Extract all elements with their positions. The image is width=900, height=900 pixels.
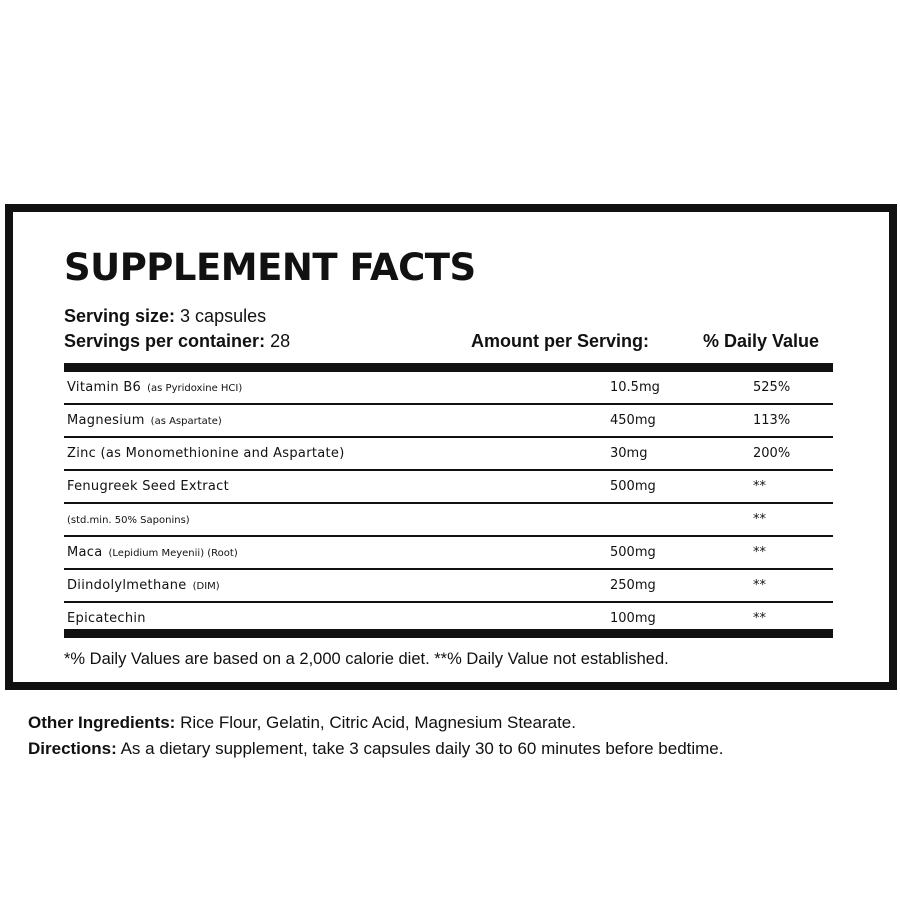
ingredient-name: Epicatechin bbox=[67, 611, 146, 626]
ingredient-source: (as Aspartate) bbox=[150, 416, 222, 427]
table-row bbox=[64, 405, 833, 438]
panel-title: SUPPLEMENT FACTS bbox=[64, 246, 476, 289]
amount-cell: 30mg bbox=[610, 446, 648, 461]
table-row bbox=[64, 570, 833, 603]
table-row bbox=[64, 438, 833, 471]
bottom-divider bbox=[64, 629, 833, 638]
table-row bbox=[64, 504, 833, 537]
ingredient-source: (Lepidium Meyenii) (Root) bbox=[108, 548, 238, 559]
ingredient-source: (std.min. 50% Saponins) bbox=[67, 515, 190, 526]
serving-size bbox=[64, 305, 266, 327]
other-ingredients-label: Other Ingredients: bbox=[28, 713, 176, 732]
serving-size-value: 3 capsules bbox=[175, 306, 267, 326]
ingredient-name-cell bbox=[67, 471, 229, 502]
daily-value-cell: 200% bbox=[753, 446, 791, 461]
daily-value-cell: 525% bbox=[753, 380, 791, 395]
daily-value-cell: ** bbox=[753, 545, 766, 560]
daily-value-cell: 113% bbox=[753, 413, 791, 428]
amount-column-header: Amount per Serving: bbox=[471, 331, 650, 351]
amount-cell: 250mg bbox=[610, 578, 656, 593]
amount-cell: 500mg bbox=[610, 545, 656, 560]
daily-value-cell: ** bbox=[753, 611, 766, 626]
top-divider bbox=[64, 363, 833, 372]
ingredient-name: Vitamin B6 bbox=[67, 380, 142, 395]
ingredient-name: Magnesium bbox=[67, 413, 145, 428]
directions bbox=[28, 738, 723, 760]
ingredient-name-cell bbox=[67, 372, 242, 403]
daily-value-cell: ** bbox=[753, 578, 766, 593]
daily-value-cell: ** bbox=[753, 479, 766, 494]
servings-per-container-value: 28 bbox=[265, 331, 291, 351]
footnote: *% Daily Values are based on a 2,000 calorie diet. **% Daily Value not established. bbox=[64, 650, 669, 668]
directions-label: Directions: bbox=[28, 739, 117, 758]
other-ingredients-value: Rice Flour, Gelatin, Citric Acid, Magnesium Stearate. bbox=[175, 713, 576, 732]
ingredient-name: Fenugreek Seed Extract bbox=[67, 479, 230, 494]
other-ingredients bbox=[28, 712, 576, 734]
ingredient-source: (as Pyridoxine HCI) bbox=[147, 383, 243, 394]
amount-cell: 500mg bbox=[610, 479, 656, 494]
ingredient-name-cell bbox=[67, 537, 238, 568]
table-row bbox=[64, 372, 833, 405]
amount-cell: 100mg bbox=[610, 611, 656, 626]
ingredient-source: (DIM) bbox=[192, 581, 220, 592]
table-row bbox=[64, 537, 833, 570]
serving-size-label: Serving size: bbox=[64, 306, 176, 326]
amount-cell: 450mg bbox=[610, 413, 656, 428]
ingredient-name-cell bbox=[67, 570, 220, 601]
ingredient-name-cell bbox=[67, 504, 190, 535]
servings-per-container bbox=[64, 330, 290, 352]
ingredient-name-cell bbox=[67, 405, 222, 436]
amount-cell: 10.5mg bbox=[610, 380, 660, 395]
directions-value: As a dietary supplement, take 3 capsules daily 30 to 60 minutes before bedtime. bbox=[116, 739, 724, 758]
facts-table bbox=[64, 372, 833, 634]
daily-value-column-header: % Daily Value bbox=[703, 331, 820, 351]
table-row bbox=[64, 471, 833, 504]
servings-per-container-label: Servings per container: bbox=[64, 331, 266, 351]
ingredient-name: Maca bbox=[67, 545, 103, 560]
ingredient-name-cell bbox=[67, 438, 345, 469]
ingredient-name: Diindolylmethane bbox=[67, 578, 187, 593]
supplement-facts-panel bbox=[5, 204, 897, 690]
daily-value-cell: ** bbox=[753, 512, 766, 527]
ingredient-name: Zinc (as Monomethionine and Aspartate) bbox=[67, 446, 345, 461]
